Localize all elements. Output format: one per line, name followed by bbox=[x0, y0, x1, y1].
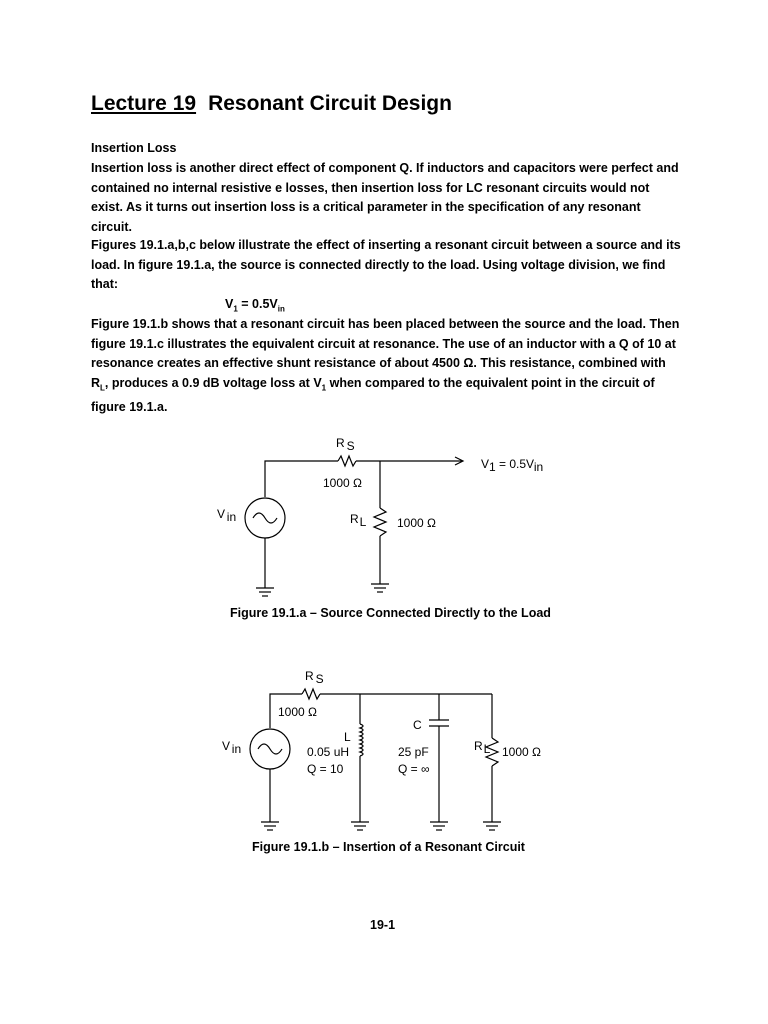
fig-b-rl-resistor bbox=[486, 738, 498, 766]
fig-b-top-wire-left bbox=[270, 694, 302, 728]
fig-a-rl-label: RL bbox=[350, 512, 367, 529]
p3-sub-l: L bbox=[100, 383, 105, 392]
p3-part-b: , produces a 0.9 dB voltage loss at V bbox=[104, 375, 322, 390]
fig-b-c-q: Q = ∞ bbox=[398, 762, 430, 776]
p3-sub-1: 1 bbox=[321, 383, 327, 392]
fig-b-l-label: L bbox=[344, 730, 351, 744]
figure-b-caption: Figure 19.1.b – Insertion of a Resonant Circuit bbox=[252, 840, 525, 854]
fig-a-rs-resistor bbox=[338, 456, 356, 466]
fig-b-vin-label: V in bbox=[222, 739, 242, 756]
fig-b-rs-value: 1000 Ω bbox=[278, 705, 317, 719]
equation-sub-in: in bbox=[277, 304, 285, 314]
fig-a-rl-value: 1000 Ω bbox=[397, 516, 436, 530]
fig-b-l-q: Q = 10 bbox=[307, 762, 344, 776]
fig-b-inductor-coil bbox=[360, 724, 363, 756]
lecture-name: Resonant Circuit Design bbox=[208, 92, 452, 115]
fig-a-rs-label: R S bbox=[336, 436, 355, 453]
equation-v1 bbox=[225, 297, 285, 314]
fig-a-rs-value: 1000 Ω bbox=[323, 476, 362, 490]
fig-b-source-sine bbox=[258, 744, 282, 754]
fig-a-source-circle bbox=[245, 498, 285, 538]
p3-part-c: when compared to the equivalent point in the circuit of figure 19.1.a. bbox=[91, 375, 655, 414]
fig-a-top-wire-left bbox=[265, 461, 338, 497]
paragraph-resonant-circuit bbox=[91, 315, 681, 417]
fig-a-source-sine bbox=[253, 513, 277, 523]
equation-lhs: V bbox=[225, 297, 234, 311]
section-title: Insertion Loss bbox=[91, 141, 177, 155]
lecture-number: Lecture 19 bbox=[91, 92, 197, 115]
equation-sub-1: 1 bbox=[233, 304, 238, 314]
fig-a-rl-resistor bbox=[374, 508, 386, 536]
fig-a-output-label: V1 = 0.5Vin bbox=[481, 457, 544, 474]
equation-mid: = 0.5V bbox=[237, 297, 278, 311]
fig-b-source-circle bbox=[250, 729, 290, 769]
p3-part-a: Figure 19.1.b shows that a resonant circuit has been placed between the source and the load. Then figure 19.1.c illustrates the equivalent circuit at resonance. The use of an inductor with a Q of 10 at resonance creates an effective shunt resistance of about 4500 Ω. This resistance, combined with R bbox=[91, 317, 680, 390]
paragraph-figures-intro: Figures 19.1.a,b,c below illustrate the effect of inserting a resonant circuit between a source and its load. In figure 19.1.a, the source is connected directly to the load. Using voltage division, we find that: bbox=[91, 238, 681, 291]
fig-b-c-label: C bbox=[413, 718, 422, 732]
fig-b-rs-label: R S bbox=[305, 669, 324, 686]
lecture-title bbox=[91, 92, 452, 116]
fig-b-rl-value: 1000 Ω bbox=[502, 745, 541, 759]
paragraph-insertion-loss: Insertion loss is another direct effect of component Q. If inductors and capacitors were perfect and contained no internal resistive e losses, then insertion loss for LC resonant circuits would not exist. As it turns out insertion loss is a critical parameter in the specification of any resonant circuit. bbox=[91, 161, 679, 234]
page-number: 19-1 bbox=[370, 918, 396, 932]
fig-a-vin-label: V in bbox=[217, 507, 237, 524]
figure-a-caption: Figure 19.1.a – Source Connected Directly to the Load bbox=[230, 606, 551, 620]
fig-b-rs-resistor bbox=[302, 689, 320, 699]
fig-b-rl-label: RL bbox=[474, 739, 491, 756]
fig-a-output-arrow bbox=[455, 457, 463, 465]
fig-b-l-value: 0.05 uH bbox=[307, 745, 350, 759]
fig-b-c-value: 25 pF bbox=[398, 745, 429, 759]
